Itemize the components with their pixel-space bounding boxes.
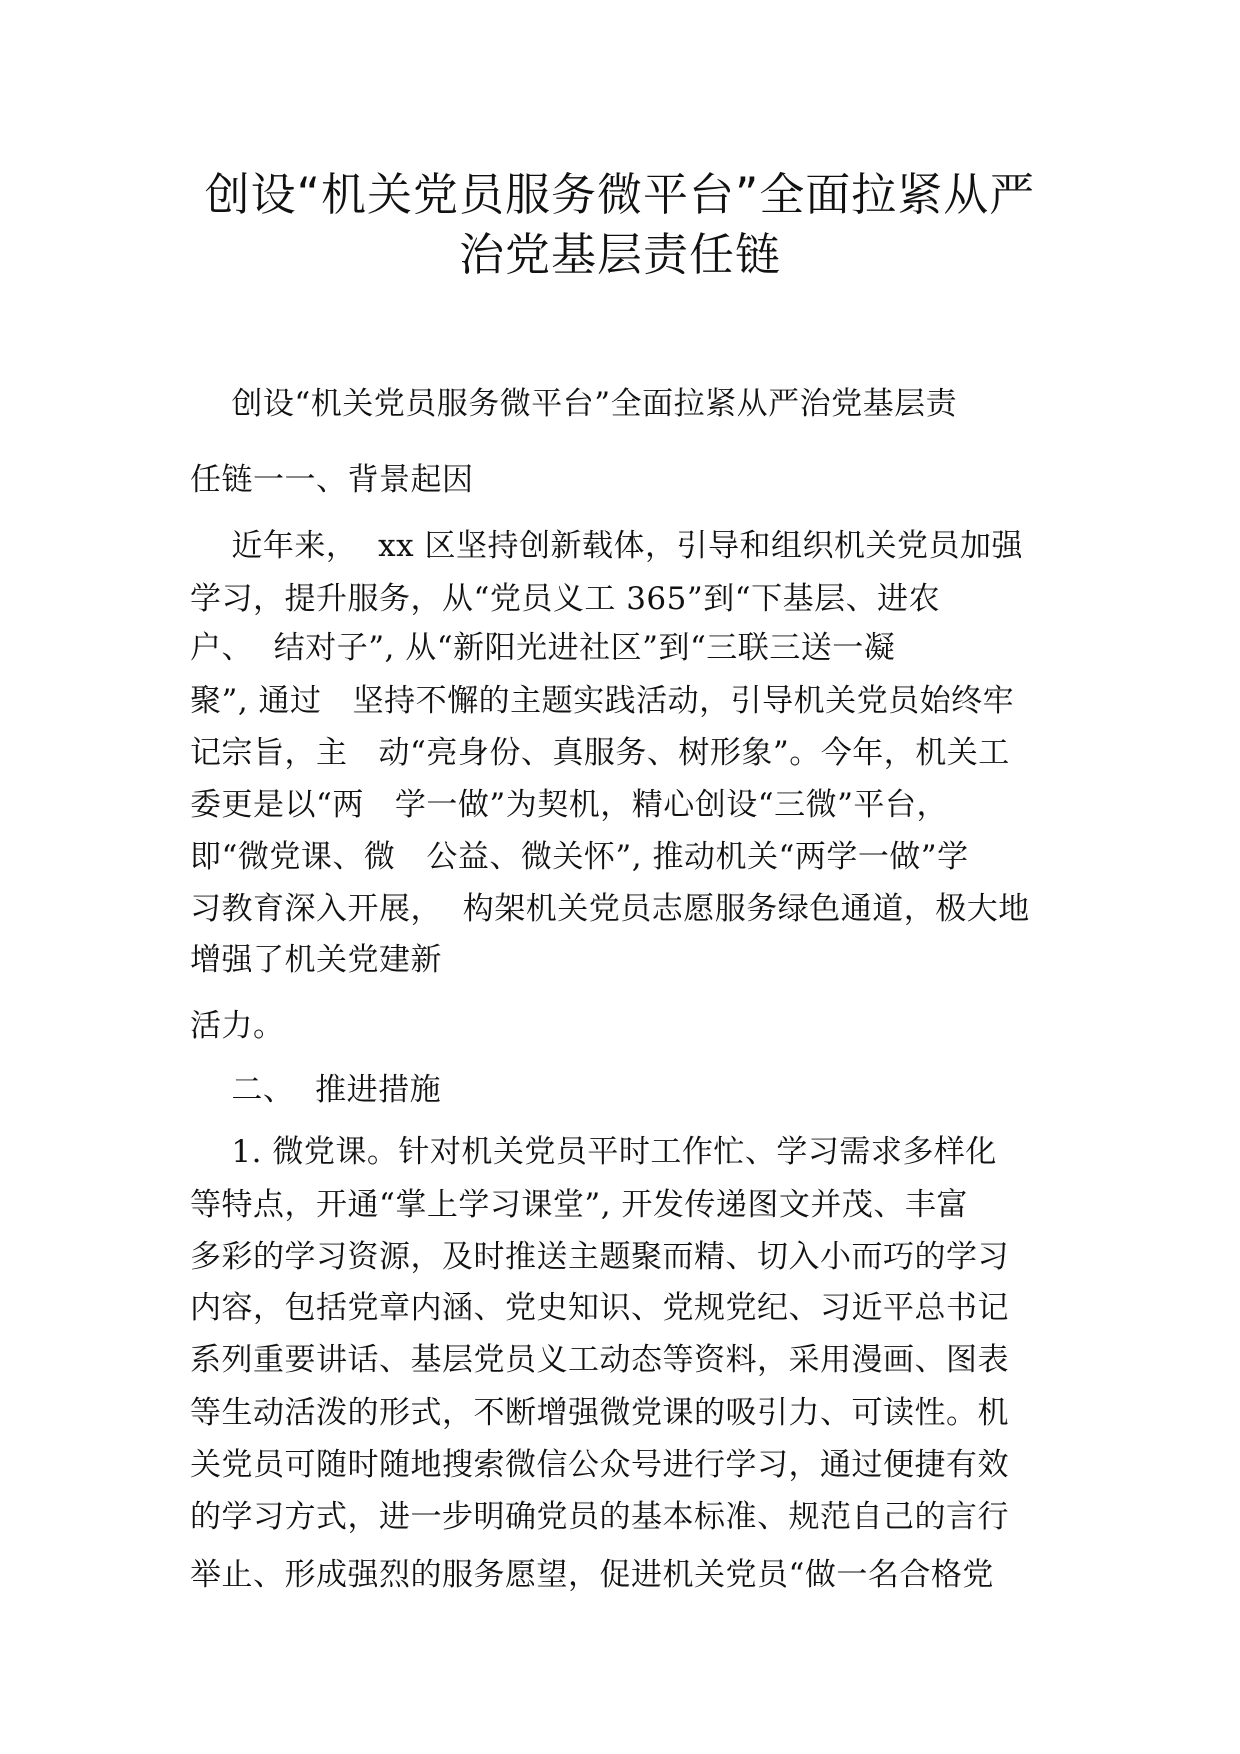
paragraph-line: 关党员可随时随地搜索微信公众号进行学习，通过便捷有效 [190,1447,1009,1483]
section-heading-measures: 二、 推进措施 [190,1072,442,1108]
paragraph-line: 记宗旨，主 动“亮身份、真服务、树形象”。今年，机关工 [190,735,1010,771]
paragraph-line: 户、 结对子”, 从“新阳光进社区”到“三联三送一凝 [190,630,896,666]
section-heading-background: 任链一一、背景起因 [190,462,474,498]
intro-heading-line: 创设“机关党员服务微平台”全面拉紧从严治党基层责 [190,386,958,422]
paragraph-line: 内容，包括党章内涵、党史知识、党规党纪、习近平总书记 [190,1290,1009,1326]
paragraph-line: 委更是以“两 学一做”为契机，精心创设“三微”平台， [190,787,948,823]
document-title-line-1: 创设“机关党员服务微平台”全面拉紧从严 [204,168,1036,221]
paragraph-line: 学习，提升服务，从“党员义工 365”到“下基层、进农 [190,581,941,617]
paragraph-line: 多彩的学习资源，及时推送主题聚而精、切入小而巧的学习 [190,1239,1009,1275]
paragraph-line: 等生动活泼的形式，不断增强微党课的吸引力、可读性。机 [190,1395,1009,1431]
paragraph-line: 聚”, 通过 坚持不懈的主题实践活动，引导机关党员始终牢 [190,683,1015,719]
paragraph-line: 活力。 [190,1008,285,1044]
document-title-line-2: 治党基层责任链 [458,228,781,281]
paragraph-line: 等特点，开通“掌上学习课堂”, 开发传递图文并茂、丰富 [190,1187,968,1223]
paragraph-line: 近年来， xx 区坚持创新载体，引导和组织机关党员加强 [190,528,1023,564]
paragraph-line: 的学习方式，进一步明确党员的基本标准、规范自己的言行 [190,1499,1009,1535]
paragraph-line: 举止、形成强烈的服务愿望，促进机关党员“做一名合格党 [190,1557,994,1593]
paragraph-line: 增强了机关党建新 [190,942,442,978]
paragraph-line: 1. 微党课。针对机关党员平时工作忙、学习需求多样化 [190,1134,997,1170]
paragraph-line: 即“微党课、微 公益、微关怀”, 推动机关“两学一做”学 [190,839,969,875]
paragraph-line: 习教育深入开展， 构架机关党员志愿服务绿色通道，极大地 [190,891,1030,927]
paragraph-line: 系列重要讲话、基层党员义工动态等资料，采用漫画、图表 [190,1342,1009,1378]
